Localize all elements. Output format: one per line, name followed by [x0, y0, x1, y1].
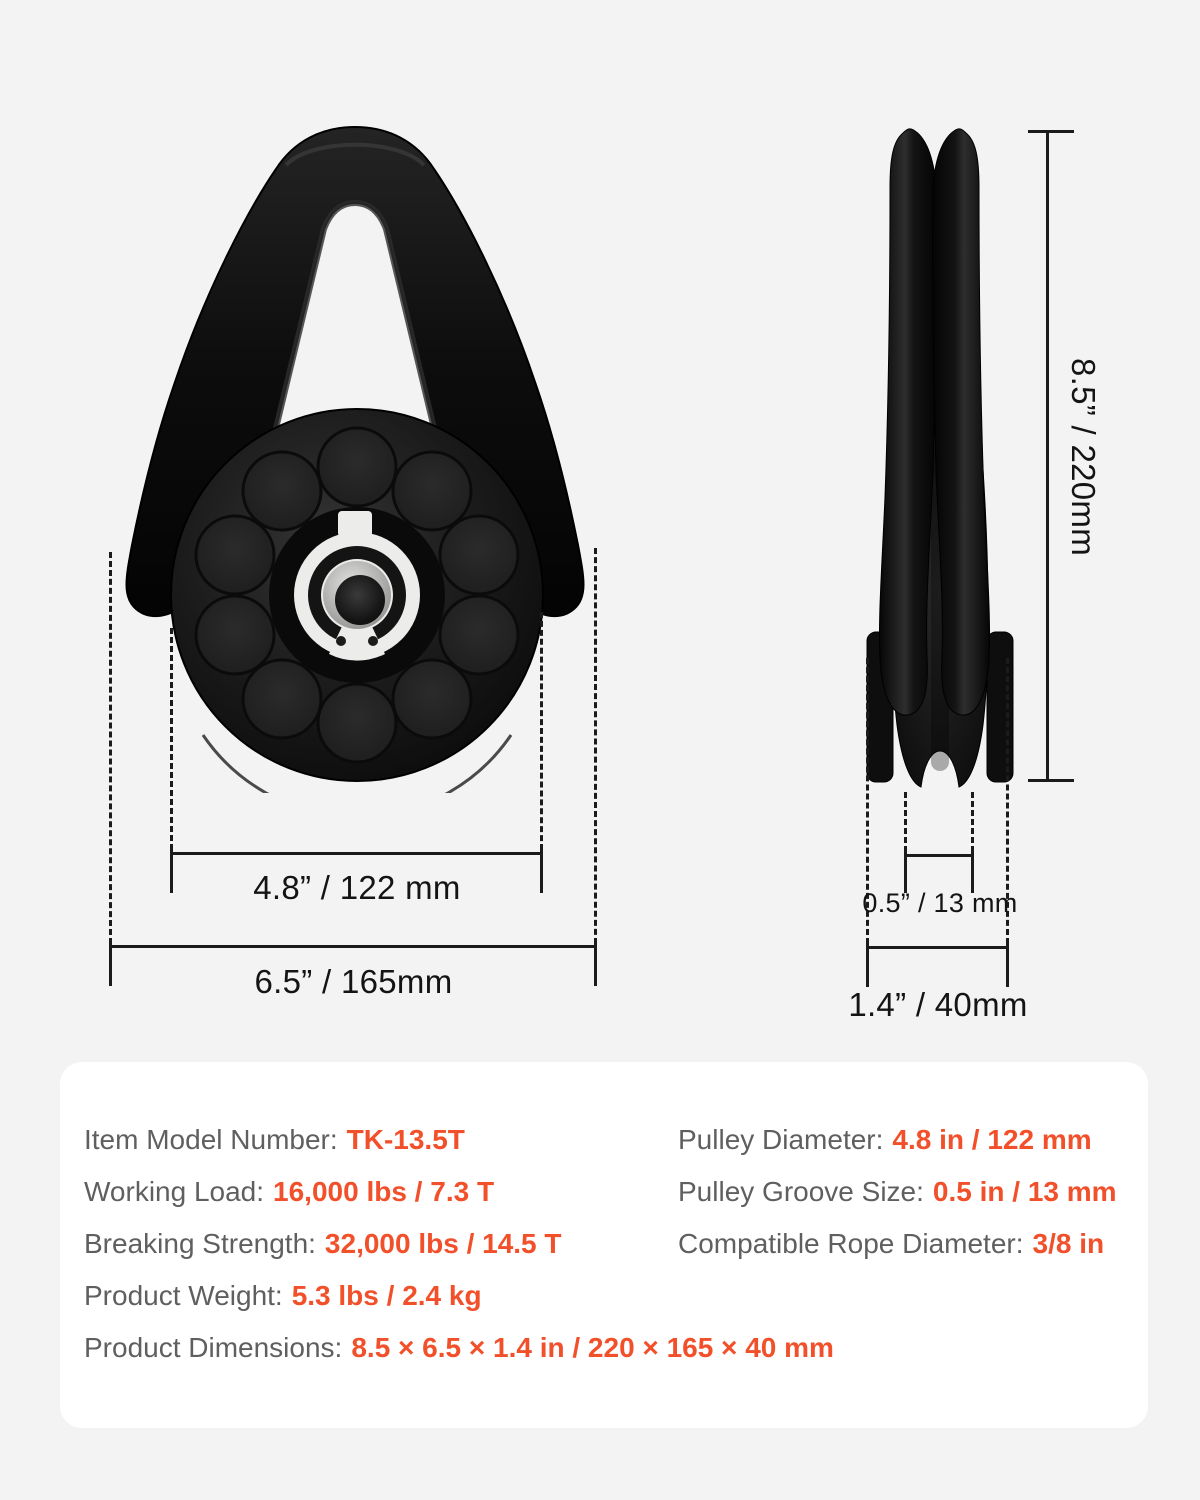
spec-item-model-number	[84, 1126, 678, 1154]
dimension-tick	[866, 943, 869, 987]
pulley-front-view-image	[108, 125, 600, 793]
dimension-tick	[904, 851, 907, 893]
axle-hole	[335, 575, 385, 625]
spec-breaking-strength	[84, 1230, 678, 1258]
side-cheek-right	[987, 632, 1013, 782]
dim-label-overall-width: 6.5” / 165mm	[254, 963, 453, 1000]
spec-label: Breaking Strength:	[84, 1228, 316, 1259]
spec-value: TK-13.5T	[346, 1124, 465, 1155]
dim-label-pulley-diameter: 4.8” / 122 mm	[253, 869, 461, 906]
dimension-line-pulley-diameter	[171, 852, 543, 855]
extension-line	[904, 792, 907, 852]
extension-line	[594, 548, 597, 944]
dimension-tick	[971, 851, 974, 893]
dimension-tick	[1006, 943, 1009, 987]
pulley-side-view-image	[865, 127, 1015, 792]
dim-label-thickness: 1.4” / 40mm	[848, 986, 1028, 1023]
spec-label: Working Load:	[84, 1176, 265, 1207]
spec-working-load	[84, 1178, 678, 1206]
spec-pulley-diameter	[678, 1126, 1124, 1154]
spec-label: Item Model Number:	[84, 1124, 338, 1155]
spec-label: Product Dimensions:	[84, 1332, 343, 1363]
spec-value: 0.5 in / 13 mm	[932, 1176, 1117, 1207]
spec-card	[60, 1062, 1148, 1428]
dimension-line-groove	[905, 854, 974, 857]
extension-line	[971, 792, 974, 852]
spec-product-weight	[84, 1282, 678, 1310]
spec-label: Pulley Diameter:	[678, 1124, 884, 1155]
extension-line	[170, 628, 173, 850]
spec-value: 32,000 lbs / 14.5 T	[324, 1228, 562, 1259]
dim-label-groove: 0.5” / 13 mm	[862, 888, 1018, 918]
dimension-line-overall-width	[110, 945, 597, 948]
spec-label: Pulley Groove Size:	[678, 1176, 924, 1207]
dimension-line-thickness	[867, 946, 1009, 949]
spec-product-dimensions	[84, 1334, 1124, 1362]
dim-label-height: 8.5” / 220mm	[1065, 357, 1102, 556]
spec-label: Product Weight:	[84, 1280, 283, 1311]
spec-value: 16,000 lbs / 7.3 T	[273, 1176, 495, 1207]
spec-compatible-rope-diameter	[678, 1230, 1124, 1258]
spec-pulley-groove-size	[678, 1178, 1124, 1206]
extension-line	[540, 612, 543, 850]
extension-line	[109, 552, 112, 944]
pulley-hub	[269, 507, 445, 683]
spec-label: Compatible Rope Diameter:	[678, 1228, 1024, 1259]
spec-value: 4.8 in / 122 mm	[892, 1124, 1092, 1155]
spec-value: 3/8 in	[1032, 1228, 1105, 1259]
spec-value: 5.3 lbs / 2.4 kg	[291, 1280, 482, 1311]
spec-value: 8.5 × 6.5 × 1.4 in / 220 × 165 × 40 mm	[351, 1332, 834, 1363]
dimension-line-height	[1046, 132, 1049, 782]
